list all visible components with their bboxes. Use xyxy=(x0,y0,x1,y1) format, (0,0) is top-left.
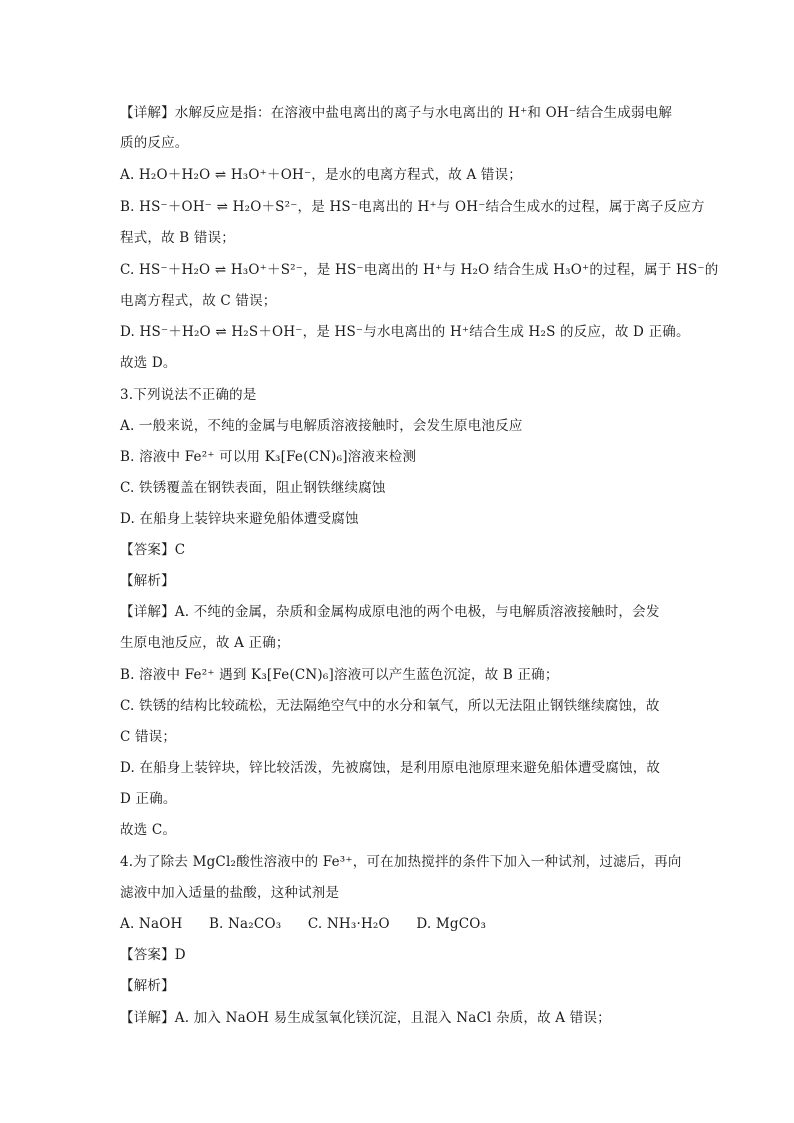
text-line: C. 铁锈的结构比较疏松，无法隔绝空气中的水分和氧气，所以无法阻止钢铁继续腐蚀，故 xyxy=(120,698,660,714)
text-line: D. 在船身上装锌块，锌比较活泼，先被腐蚀，是利用原电池原理来避免船体遭受腐蚀，故 xyxy=(120,760,661,776)
q4-answer: 【答案】D xyxy=(120,947,186,963)
text-line: 【详解】水解反应是指：在溶液中盐电离出的离子与水电离出的 H⁺和 OH⁻结合生成弱电解 xyxy=(120,105,673,121)
q3-answer: 【答案】C xyxy=(120,542,186,558)
text-line: B. HS⁻＋OH⁻ ⇌ H₂O＋S²⁻，是 HS⁻电离出的 H⁺与 OH⁻结合生成水的过程，属于离子反应方 xyxy=(120,199,705,215)
q3-option-b: B. 溶液中 Fe²⁺ 可以用 K₃[Fe(CN)₆]溶液来检测 xyxy=(120,449,417,465)
q4-option-d: D. MgCO₃ xyxy=(416,916,487,932)
text-line: 电离方程式，故 C 错误； xyxy=(120,293,277,309)
text-line: D 正确。 xyxy=(120,791,177,807)
text-line: 程式，故 B 错误； xyxy=(120,230,236,246)
text-line: C 错误； xyxy=(120,729,177,745)
text-line: 故选 D。 xyxy=(120,355,177,371)
text-line: 【详解】A. 不纯的金属，杂质和金属构成原电池的两个电极，与电解质溶液接触时，会发 xyxy=(120,604,660,620)
question-3-stem: 3.下列说法不正确的是 xyxy=(120,387,257,403)
text-line: 生原电池反应，故 A 正确； xyxy=(120,635,290,651)
text-line: C. HS⁻＋H₂O ⇌ H₃O⁺＋S²⁻，是 HS⁻电离出的 H⁺与 H₂O 结合生成 H₃O⁺的过程，属于 HS⁻的 xyxy=(120,262,719,278)
q4-option-b: B. Na₂CO₃ xyxy=(208,916,282,932)
question-4-stem-cont: 滤液中加入适量的盐酸，这种试剂是 xyxy=(120,885,340,901)
q3-option-a: A. 一般来说，不纯的金属与电解质溶液接触时，会发生原电池反应 xyxy=(120,418,523,434)
q3-analysis-heading: 【解析】 xyxy=(120,573,175,589)
q3-option-c: C. 铁锈覆盖在钢铁表面，阻止钢铁继续腐蚀 xyxy=(120,480,386,496)
text-line: 【详解】A. 加入 NaOH 易生成氢氧化镁沉淀，且混入 NaCl 杂质，故 A 错误； xyxy=(120,1010,611,1026)
text-line: A. H₂O＋H₂O ⇌ H₃O⁺＋OH⁻，是水的电离方程式，故 A 错误； xyxy=(120,167,523,183)
q4-option-c: C. NH₃·H₂O xyxy=(307,916,390,932)
q4-analysis-heading: 【解析】 xyxy=(120,978,175,994)
text-line: D. HS⁻＋H₂O ⇌ H₂S＋OH⁻，是 HS⁻与水电离出的 H⁺结合生成 H₂S 的反应，故 D 正确。 xyxy=(120,324,690,340)
text-line: B. 溶液中 Fe²⁺ 遇到 K₃[Fe(CN)₆]溶液可以产生蓝色沉淀，故 B 正确； xyxy=(120,667,559,683)
q4-option-a: A. NaOH xyxy=(120,916,183,932)
text-line: 质的反应。 xyxy=(120,135,189,151)
text-line: 故选 C。 xyxy=(120,822,177,838)
question-4-stem: 4.为了除去 MgCl₂酸性溶液中的 Fe³⁺，可在加热搅拌的条件下加入一种试剂，过滤后，再向 xyxy=(120,854,682,870)
q3-option-d: D. 在船身上装锌块来避免船体遭受腐蚀 xyxy=(120,511,359,527)
q4-options xyxy=(120,915,680,933)
